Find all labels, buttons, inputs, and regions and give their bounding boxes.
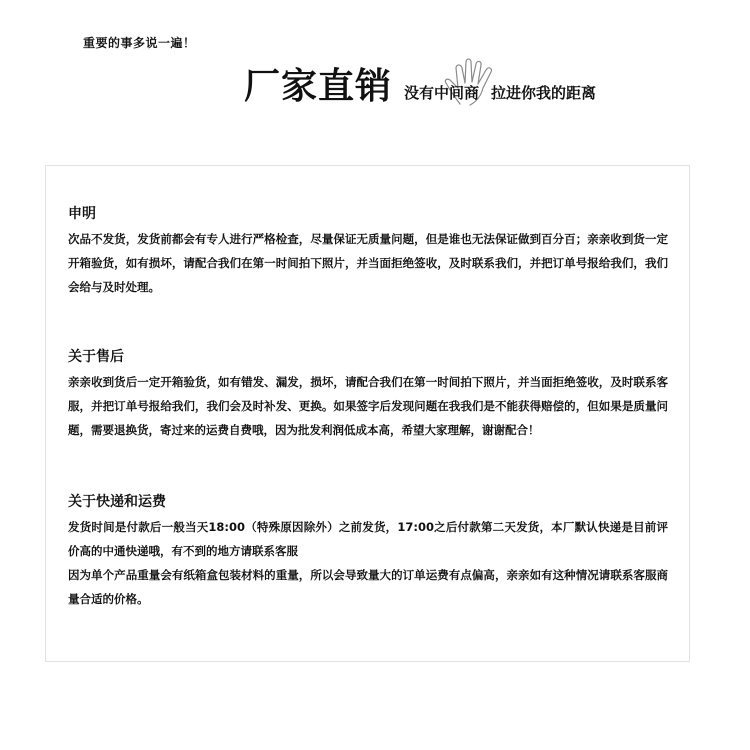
- section-shipping: [68, 491, 668, 611]
- section-title: 申明: [68, 206, 96, 222]
- slogan-part-1: 没有中间商: [404, 84, 480, 102]
- section-after-sales: [68, 346, 668, 442]
- section-title: 关于售后: [68, 349, 124, 365]
- section-paragraph: 发货时间是付款后一般当天18:00（特殊原因除外）之前发货，17:00之后付款第二天发货，本厂默认快递是目前评价高的中通快递哦，有不到的地方请联系客服: [68, 520, 668, 558]
- section-paragraph: 因为单个产品重量会有纸箱盒包装材料的重量，所以会导致量大的订单运费有点偏高，亲亲如有这种情况请联系客服商量合适的价格。: [68, 568, 668, 606]
- section-paragraph: 亲亲收到货后一定开箱验货，如有错发、漏发，损坏，请配合我们在第一时间拍下照片，并当面拒绝签收，及时联系客服，并把订单号报给我们，我们会及时补发、更换。如果签字后发现问题在我我们是不能获得赔偿的，但如果是质量问题，需要退换货，寄过来的运费自费哦，因为批发利润低成本高，希望大家理解，谢谢配合！: [68, 375, 668, 437]
- section-statement: [68, 203, 668, 299]
- top-note: 重要的事多说一遍！: [83, 36, 196, 50]
- notice-panel: [45, 165, 690, 662]
- slogan: [404, 82, 596, 103]
- slogan-part-2: 拉进你我的距离: [491, 84, 597, 102]
- section-paragraph: 次品不发货，发货前都会有专人进行严格检查，尽量保证无质量问题，但是谁也无法保证做到百分百；亲亲收到货一定开箱验货，如有损坏，请配合我们在第一时间拍下照片，并当面拒绝签收，及时联系我们，并把订单号报给我们，我们会给与及时处理。: [68, 232, 668, 294]
- headline: 厂家直销: [244, 65, 393, 107]
- section-title: 关于快递和运费: [68, 494, 166, 510]
